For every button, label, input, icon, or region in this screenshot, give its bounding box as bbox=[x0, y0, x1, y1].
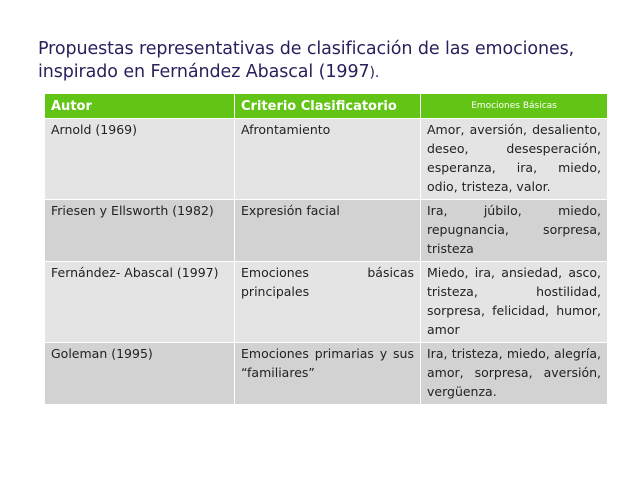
cell-criterio: Emociones básicas principales bbox=[235, 262, 421, 343]
title-line-2-tail: ). bbox=[369, 65, 380, 81]
table-row bbox=[45, 119, 608, 200]
cell-autor: Goleman (1995) bbox=[45, 343, 235, 405]
cell-emociones: Ira, júbilo, miedo, repugnancia, sorpresa, tristeza bbox=[421, 200, 608, 262]
table-header-row bbox=[45, 94, 608, 119]
slide-title bbox=[38, 38, 618, 85]
table-row bbox=[45, 200, 608, 262]
title-line-2-text: inspirado en Fernández Abascal (1997 bbox=[38, 62, 370, 82]
cell-emociones: Amor, aversión, desaliento, deseo, desesperación, esperanza, ira, miedo, odio, tristeza, valor. bbox=[421, 119, 608, 200]
cell-autor: Arnold (1969) bbox=[45, 119, 235, 200]
cell-criterio: Afrontamiento bbox=[235, 119, 421, 200]
cell-emociones: Ira, tristeza, miedo, alegría, amor, sorpresa, aversión, vergüenza. bbox=[421, 343, 608, 405]
cell-criterio: Emociones primarias y sus “familiares” bbox=[235, 343, 421, 405]
header-criterio: Criterio Clasificatorio bbox=[235, 94, 421, 119]
table-row bbox=[45, 262, 608, 343]
header-emociones: Emociones Básicas bbox=[421, 94, 608, 119]
cell-emociones: Miedo, ira, ansiedad, asco, tristeza, hostilidad, sorpresa, felicidad, humor, amor bbox=[421, 262, 608, 343]
cell-autor: Fernández- Abascal (1997) bbox=[45, 262, 235, 343]
cell-autor: Friesen y Ellsworth (1982) bbox=[45, 200, 235, 262]
table-row bbox=[45, 343, 608, 405]
title-line-2 bbox=[38, 61, 618, 85]
header-autor: Autor bbox=[45, 94, 235, 119]
cell-criterio: Expresión facial bbox=[235, 200, 421, 262]
classification-table bbox=[44, 93, 608, 405]
title-line-1: Propuestas representativas de clasificación de las emociones, bbox=[38, 39, 575, 59]
